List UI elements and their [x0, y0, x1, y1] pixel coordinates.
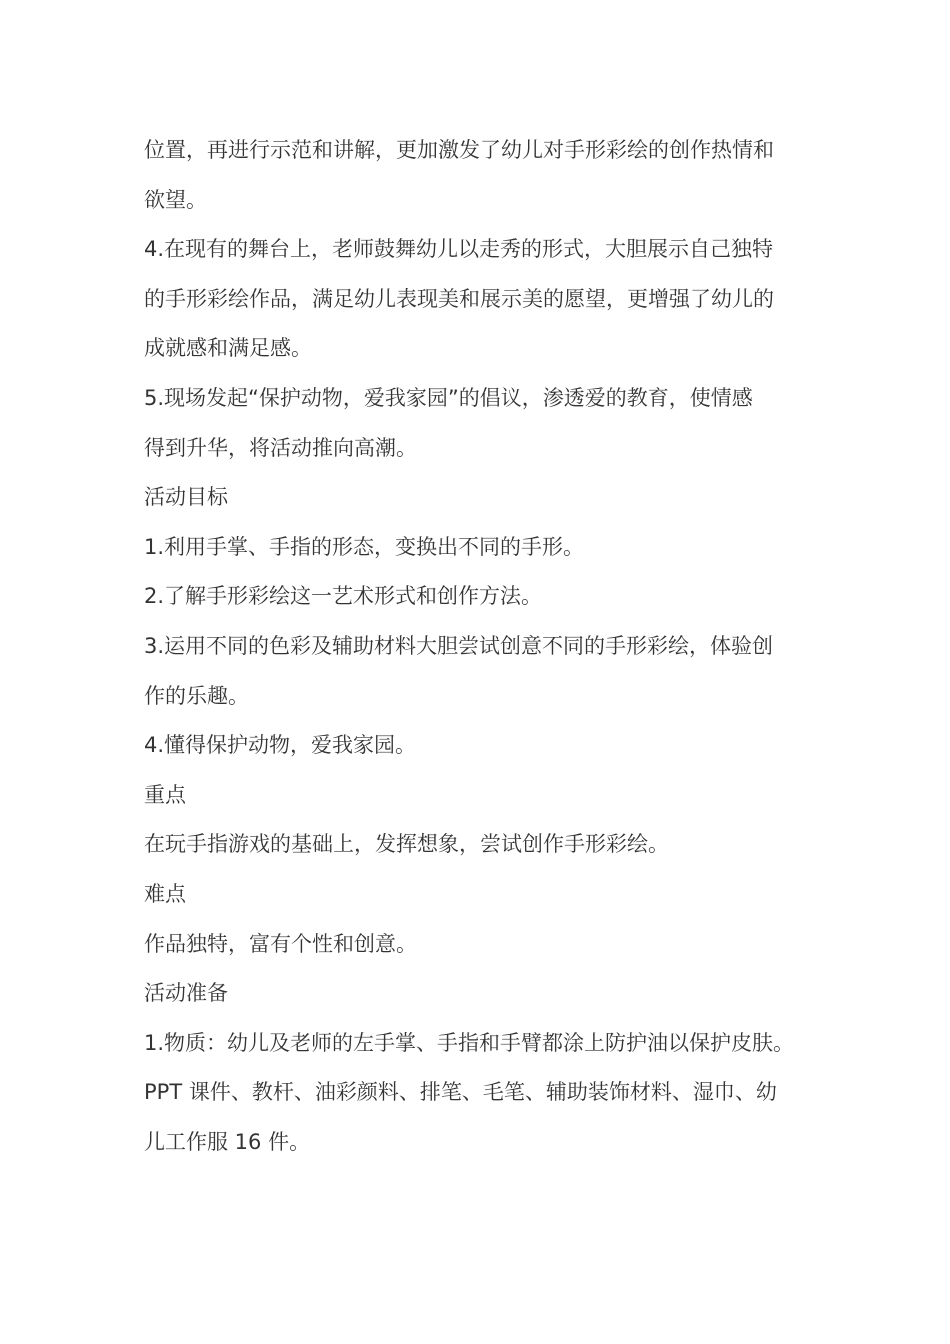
- paragraph-line: 欲望。: [144, 187, 207, 212]
- paragraph-line: 成就感和满足感。: [144, 336, 312, 361]
- list-item: 2.了解手形彩绘这一艺术形式和创作方法。: [144, 584, 543, 609]
- section-heading-key-points: 重点: [144, 782, 186, 807]
- list-item: 3.运用不同的色彩及辅助材料大胆尝试创意不同的手形彩绘，体验创: [144, 633, 774, 658]
- paragraph-line: 得到升华，将活动推向高潮。: [144, 435, 417, 460]
- section-heading-activity-goals: 活动目标: [144, 485, 228, 510]
- section-heading-preparation: 活动准备: [144, 981, 228, 1006]
- list-item: 1.利用手掌、手指的形态，变换出不同的手形。: [144, 534, 585, 559]
- list-item: 4.懂得保护动物，爱我家园。: [144, 733, 417, 758]
- paragraph-line: 在玩手指游戏的基础上，发挥想象，尝试创作手形彩绘。: [144, 832, 669, 857]
- document-body: [144, 126, 824, 1167]
- paragraph-line: 的手形彩绘作品，满足幼儿表现美和展示美的愿望，更增强了幼儿的: [144, 286, 774, 311]
- paragraph-line: 作品独特，富有个性和创意。: [144, 931, 417, 956]
- paragraph-line: 4.在现有的舞台上，老师鼓舞幼儿以走秀的形式，大胆展示自己独特: [144, 237, 774, 262]
- list-item: 1.物质：幼儿及老师的左手掌、手指和手臂都涂上防护油以保护皮肤。: [144, 1030, 795, 1055]
- section-heading-difficulties: 难点: [144, 881, 186, 906]
- paragraph-line: PPT 课件、教杆、油彩颜料、排笔、毛笔、辅助装饰材料、湿巾、幼: [144, 1080, 777, 1105]
- paragraph-line: 5.现场发起“保护动物，爱我家园”的倡议，渗透爱的教育，使情感: [144, 385, 753, 410]
- paragraph-line: 儿工作服 16 件。: [144, 1129, 311, 1154]
- paragraph-line: 位置，再进行示范和讲解，更加激发了幼儿对手形彩绘的创作热情和: [144, 138, 774, 162]
- list-item-continuation: 作的乐趣。: [144, 683, 249, 708]
